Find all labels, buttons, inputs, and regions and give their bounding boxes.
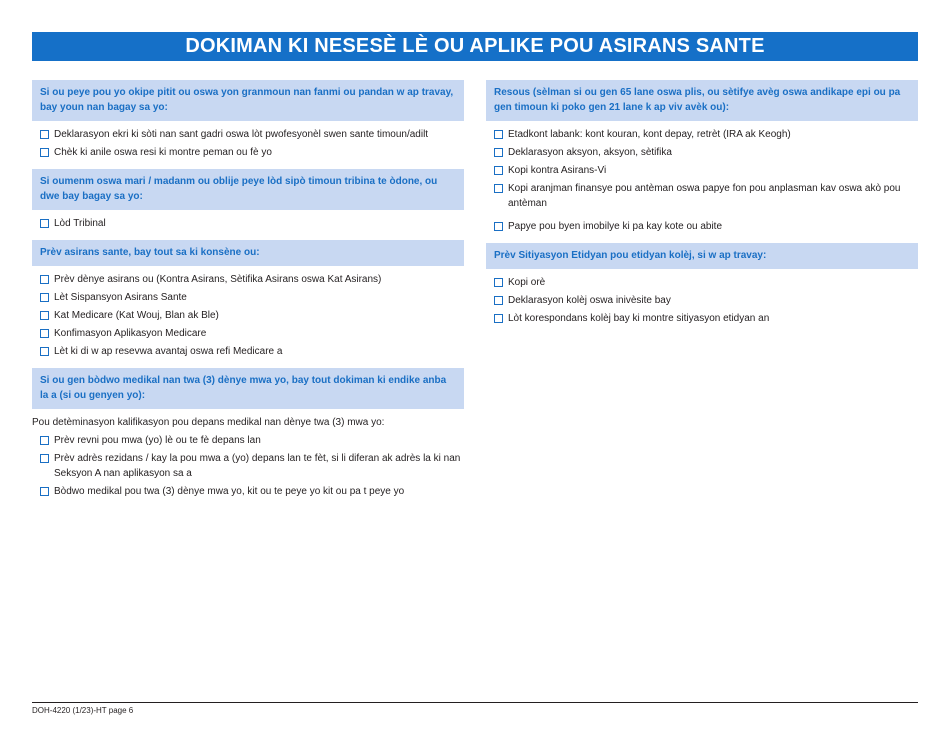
checklist: [32, 121, 464, 160]
checkbox[interactable]: [494, 130, 503, 139]
checklist-item[interactable]: Kat Medicare (Kat Wouj, Blan ak Ble): [40, 308, 464, 323]
checklist: [486, 121, 918, 234]
left-column: [32, 80, 464, 508]
checkbox[interactable]: [40, 329, 49, 338]
checkbox[interactable]: [40, 487, 49, 496]
right-column: [486, 80, 918, 335]
section-medical-bills: [32, 368, 464, 499]
checklist-item[interactable]: Prèv dènye asirans ou (Kontra Asirans, Sètifika Asirans oswa Kat Asirans): [40, 272, 464, 287]
checkbox[interactable]: [494, 296, 503, 305]
checklist-item[interactable]: Chèk ki anile oswa resi ki montre peman ou fè yo: [40, 145, 464, 160]
checkbox[interactable]: [40, 311, 49, 320]
section-heading: Si ou gen bòdwo medikal nan twa (3) dènye mwa yo, bay tout dokiman ki endike anba la a (si ou genyen yo):: [32, 368, 464, 409]
checkbox[interactable]: [494, 222, 503, 231]
checklist-item[interactable]: Deklarasyon kolèj oswa inivèsite bay: [494, 293, 918, 308]
checkbox[interactable]: [494, 184, 503, 193]
checklist-item[interactable]: Lòd Tribinal: [40, 216, 464, 231]
section-heading: Si oumenm oswa mari / madanm ou oblije peye lòd sipò timoun tribina te òdone, ou dwe bay bagay sa yo:: [32, 169, 464, 210]
footer-divider: [32, 702, 918, 703]
checkbox[interactable]: [494, 314, 503, 323]
section-resources: [486, 80, 918, 234]
checklist-item[interactable]: Kopi kontra Asirans-Vi: [494, 163, 918, 178]
checklist-item[interactable]: Lòt korespondans kolèj bay ki montre sitiyasyon etidyan an: [494, 311, 918, 326]
checkbox[interactable]: [494, 278, 503, 287]
checkbox[interactable]: [494, 148, 503, 157]
checklist-item[interactable]: Prèv adrès rezidans / kay la pou mwa a (yo) depans lan te fèt, si li diferan ak adrès la ki nan Seksyon A nan aplikasyon sa a: [40, 451, 464, 481]
section-child-support: [32, 169, 464, 231]
checklist: [32, 266, 464, 359]
section-heading: Prèv Sitiyasyon Etidyan pou etidyan kolèj, si w ap travay:: [486, 243, 918, 269]
checklist: [486, 269, 918, 326]
section-health-insurance: [32, 240, 464, 359]
checklist-item[interactable]: Lèt ki di w ap resevwa avantaj oswa refi Medicare a: [40, 344, 464, 359]
section-heading: Si ou peye pou yo okipe pitit ou oswa yon granmoun nan fanmi ou pandan w ap travay, bay youn nan bagay sa yo:: [32, 80, 464, 121]
form-footer: DOH-4220 (1/23)-HT page 6: [32, 706, 134, 715]
checkbox[interactable]: [40, 148, 49, 157]
checkbox[interactable]: [40, 130, 49, 139]
checkbox[interactable]: [40, 293, 49, 302]
checklist-item[interactable]: Kopi orè: [494, 275, 918, 290]
checkbox[interactable]: [40, 436, 49, 445]
checklist-item[interactable]: Prèv revni pou mwa (yo) lè ou te fè depans lan: [40, 433, 464, 448]
section-student-status: [486, 243, 918, 326]
checkbox[interactable]: [40, 347, 49, 356]
checklist-item[interactable]: Konfimasyon Aplikasyon Medicare: [40, 326, 464, 341]
page-title: DOKIMAN KI NESESÈ LÈ OU APLIKE POU ASIRANS SANTE: [32, 32, 918, 61]
checklist-item[interactable]: Bòdwo medikal pou twa (3) dènye mwa yo, kit ou te peye yo kit ou pa t peye yo: [40, 484, 464, 499]
checklist-item[interactable]: Kopi aranjman finansye pou antèman oswa papye fon pou anplasman kav oswa akò pou antèman: [494, 181, 918, 211]
checklist-item[interactable]: Papye pou byen imobilye ki pa kay kote ou abite: [494, 219, 918, 234]
checkbox[interactable]: [40, 219, 49, 228]
section-heading: Prèv asirans sante, bay tout sa ki konsène ou:: [32, 240, 464, 266]
section-child-care: [32, 80, 464, 160]
section-heading: Resous (sèlman si ou gen 65 lane oswa plis, ou sètifye avèg oswa andikape epi ou pa gen timoun ki poko gen 21 lane k ap viv avèk ou):: [486, 80, 918, 121]
checklist-item[interactable]: Etadkont labank: kont kouran, kont depay, retrèt (IRA ak Keogh): [494, 127, 918, 142]
checkbox[interactable]: [494, 166, 503, 175]
checklist: [32, 409, 464, 499]
checkbox[interactable]: [40, 454, 49, 463]
checklist-item[interactable]: Lèt Sispansyon Asirans Sante: [40, 290, 464, 305]
section-intro: Pou detèminasyon kalifikasyon pou depans medikal nan dènye twa (3) mwa yo:: [32, 417, 385, 428]
checklist-item[interactable]: Deklarasyon aksyon, aksyon, sètifika: [494, 145, 918, 160]
checkbox[interactable]: [40, 275, 49, 284]
checklist: [32, 210, 464, 231]
checklist-item[interactable]: Deklarasyon ekri ki sòti nan sant gadri oswa lòt pwofesyonèl swen sante timoun/adilt: [40, 127, 464, 142]
